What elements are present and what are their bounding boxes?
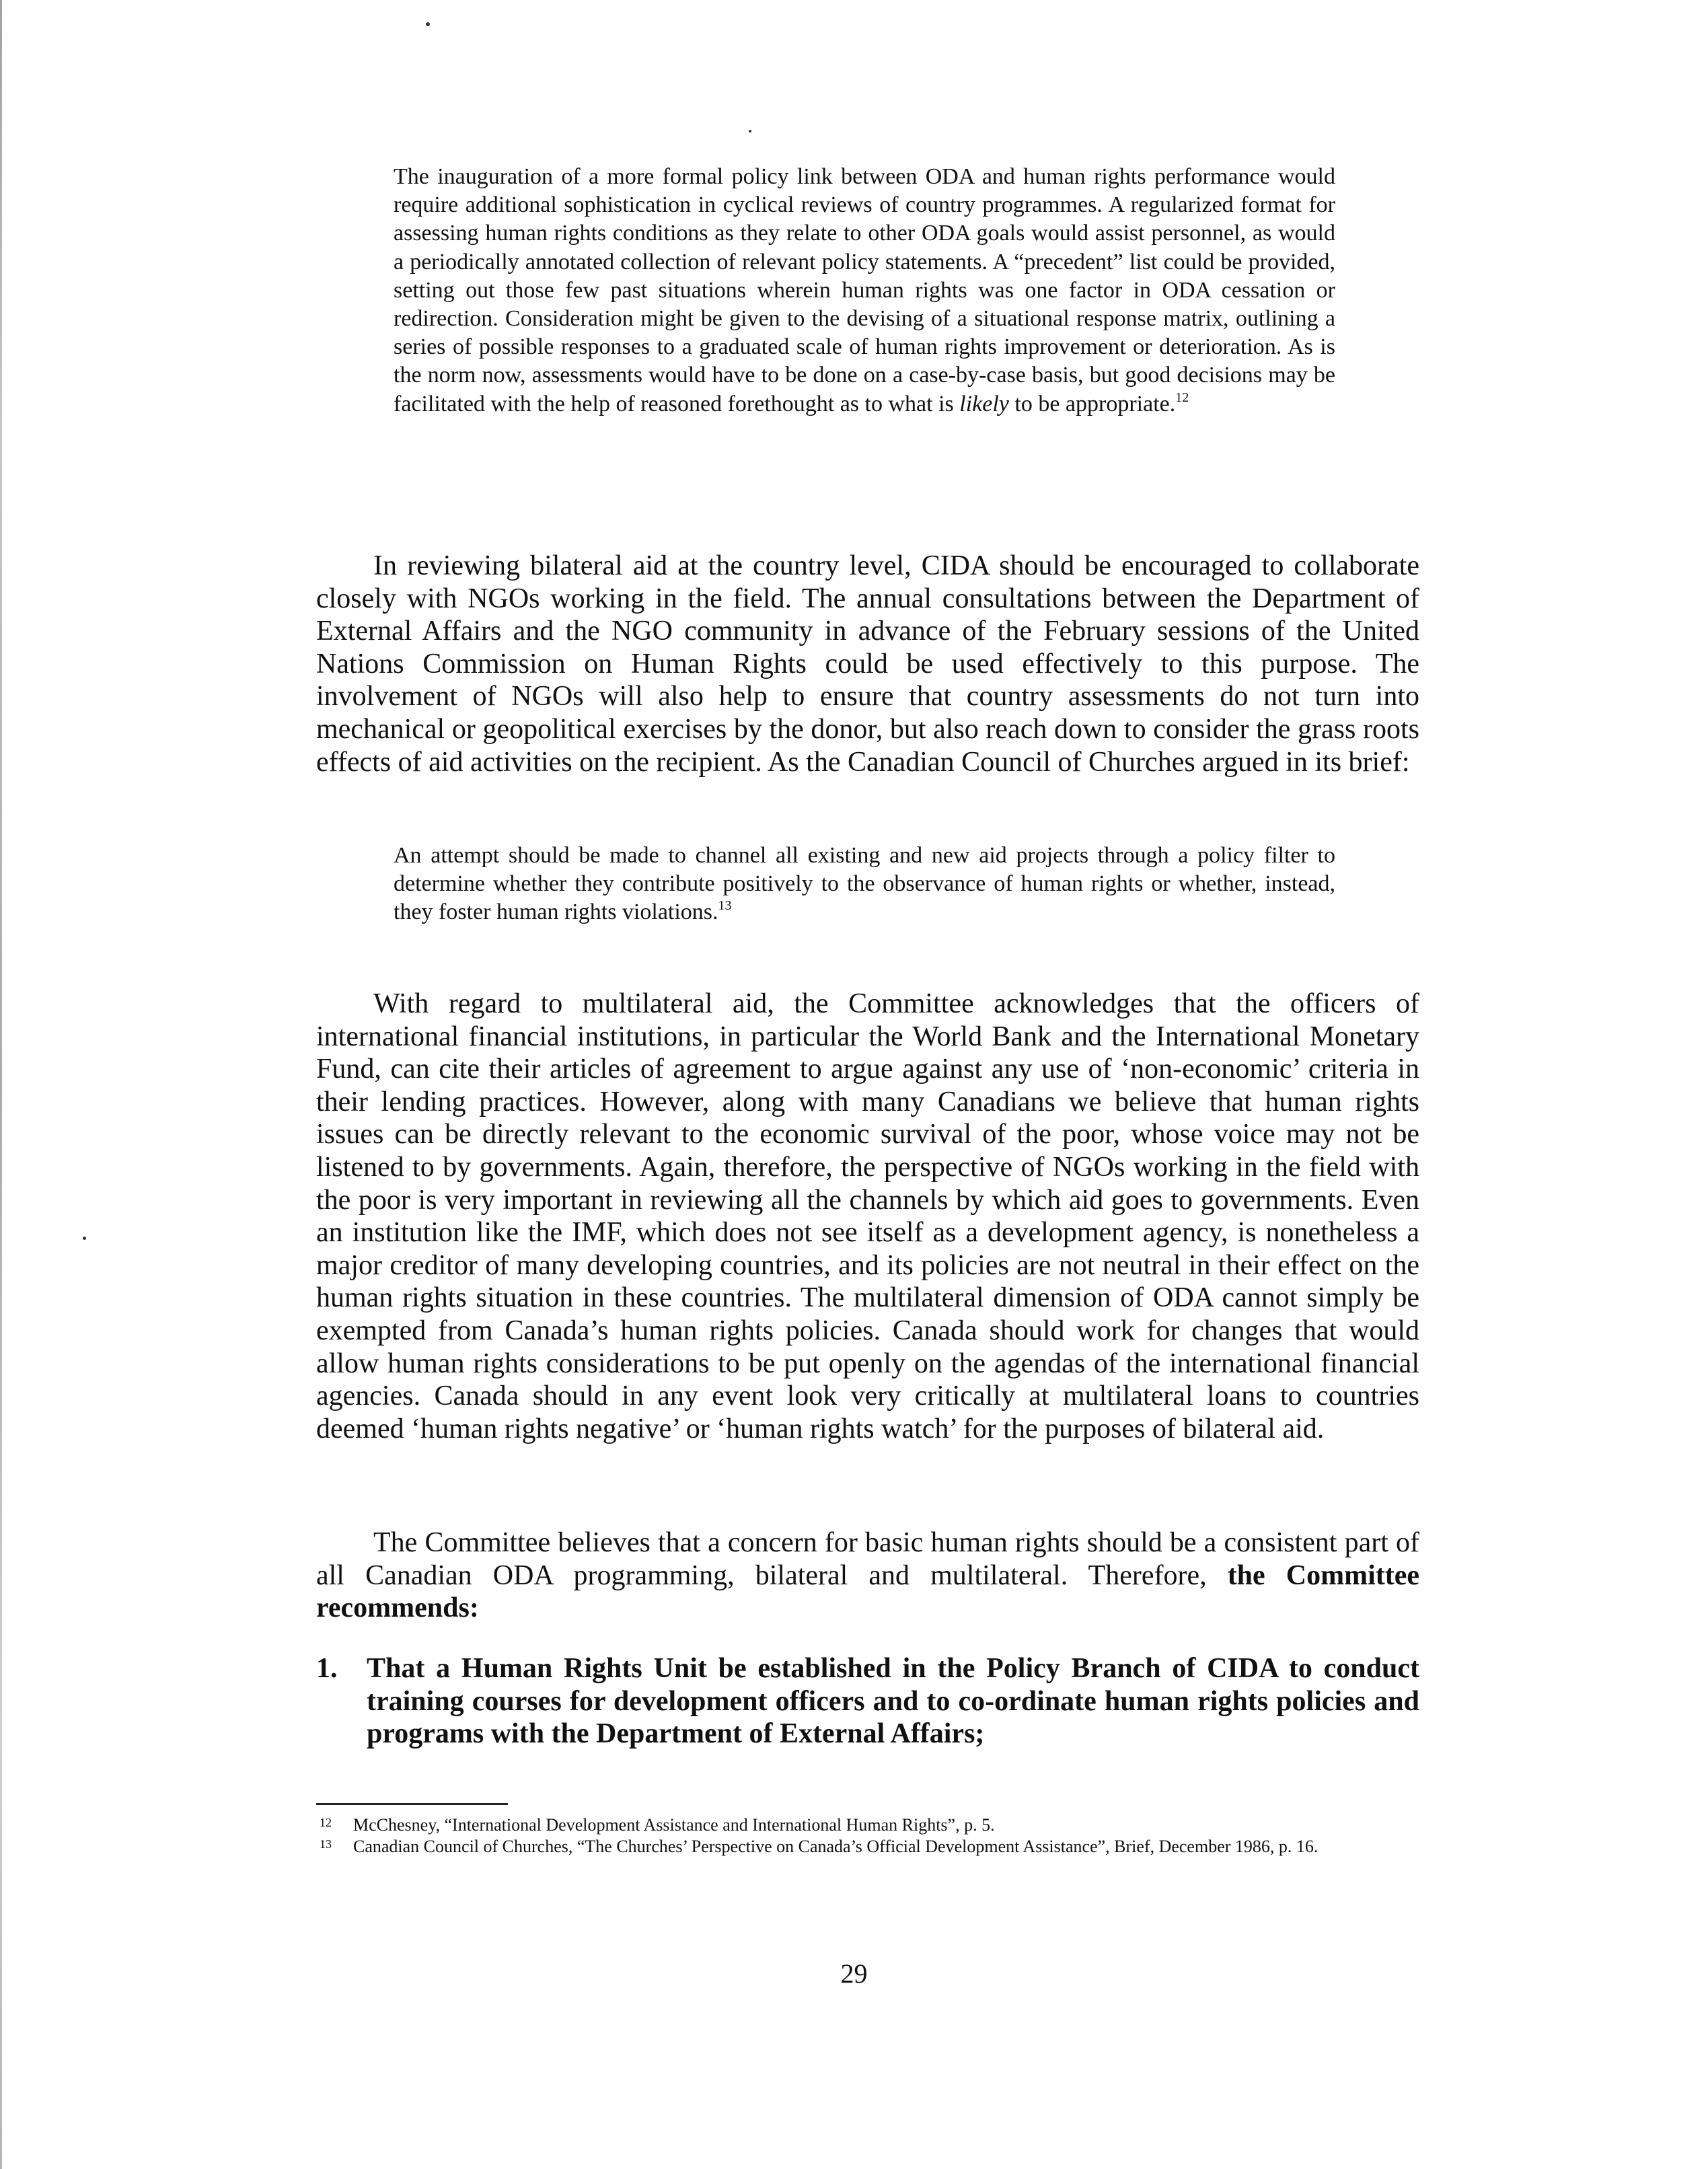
footnote-divider — [316, 1803, 508, 1805]
quote-1-end: to be appropriate. — [1008, 391, 1176, 416]
footnote-mark: 12 — [320, 1816, 332, 1829]
paragraph-bilateral-aid: In reviewing bilateral aid at the country level, CIDA should be encouraged to collaborate closely with NGOs working in the field. The annual consultations between the Department of External Affairs and the NGO community in advance of the February sessions of the United Nations Commission on Human Rights could be used effectively to this purpose. The involvement of NGOs will also help to ensure that country assessments do not turn into mechanical or geopolitical exercises by the donor, but also reach down to consider the grass roots effects of aid activities on the recipient. As the Canadian Council of Churches argued in its brief: — [316, 550, 1419, 778]
paragraph-committee-believes — [316, 1527, 1419, 1625]
scan-edge-artifact — [0, 0, 2, 2169]
footnote-ref-12: 12 — [1175, 390, 1189, 405]
scan-speck — [83, 1237, 86, 1240]
footnote-mark: 13 — [320, 1837, 332, 1851]
recommendation-text: That a Human Rights Unit be established in the Policy Branch of CIDA to conduct training courses for development officers and to co-ordinate human rights policies and programs with the Department of External Affairs; — [367, 1653, 1419, 1750]
footnote-12 — [316, 1815, 1419, 1835]
scan-speck — [426, 22, 430, 26]
footnote-text: McChesney, “International Development Assistance and International Human Rights”, p. 5. — [353, 1815, 995, 1835]
recommendation-1 — [316, 1652, 1419, 1751]
block-quote-2 — [394, 842, 1335, 927]
block-quote-1 — [394, 163, 1335, 418]
para-3-bold: the Committee recommends: — [316, 1559, 1419, 1624]
page-number: 29 — [840, 1958, 868, 1989]
scan-speck — [749, 130, 751, 133]
footnote-text: Canadian Council of Churches, “The Churches’ Perspective on Canada’s Official Development Assistance”, Brief, December 1986, p. 16. — [353, 1837, 1319, 1856]
paragraph-multilateral-aid: With regard to multilateral aid, the Committee acknowledges that the officers of international financial institutions, in particular the World Bank and the International Monetary Fund, can cite their articles of agreement to argue against any use of ‘non-economic’ criteria in their lending practices. However, along with many Canadians we believe that human rights issues can be directly relevant to the economic survival of the poor, whose voice may not be listened to by governments. Again, therefore, the perspective of NGOs working in the field with the poor is very important in reviewing all the channels by which aid goes to governments. Even an institution like the IMF, which does not see itself as a development agency, is nonetheless a major creditor of many developing countries, and its policies are not neutral in their effect on the human rights situation in these countries. The multilateral dimension of ODA cannot simply be exempted from Canada’s human rights policies. Canada should work for changes that would allow human rights considerations to be put openly on the agendas of the international financial agencies. Canada should in any event look very critically at multilateral loans to countries deemed ‘human rights negative’ or ‘human rights watch’ for the purposes of bilateral aid. — [316, 988, 1419, 1444]
para-3-text: The Committee believes that a concern for basic human rights should be a consistent part of all Canadian ODA programming, bilateral and multilateral. Therefore, — [316, 1527, 1419, 1591]
footnote-ref-13: 13 — [718, 898, 732, 914]
recommendation-number: 1. — [316, 1653, 338, 1684]
quote-1-text: The inauguration of a more formal policy link between ODA and human rights performance would require additional sophistication in cyclical reviews of country programmes. A regularized format for assessing human rights conditions as they relate to other ODA goals would assist personnel, as would a periodically annotated collection of relevant policy statements. A “precedent” list could be provided, setting out those few past situations wherein human rights was one factor in ODA cessation or redirection. Consideration might be given to the devising of a situational response matrix, outlining a series of possible responses to a graduated scale of human rights improvement or deterioration. As is the norm now, assessments would have to be done on a case-by-case basis, but good decisions may be facilitated with the help of reasoned forethought as to what is — [394, 164, 1335, 416]
quote-1-italic: likely — [959, 391, 1009, 416]
quote-2-text: An attempt should be made to channel all existing and new aid projects through a policy filter to determine whether they contribute positively to the observance of human rights or whether, instead, they foster human rights violations. — [394, 843, 1335, 925]
footnote-13 — [316, 1837, 1419, 1857]
